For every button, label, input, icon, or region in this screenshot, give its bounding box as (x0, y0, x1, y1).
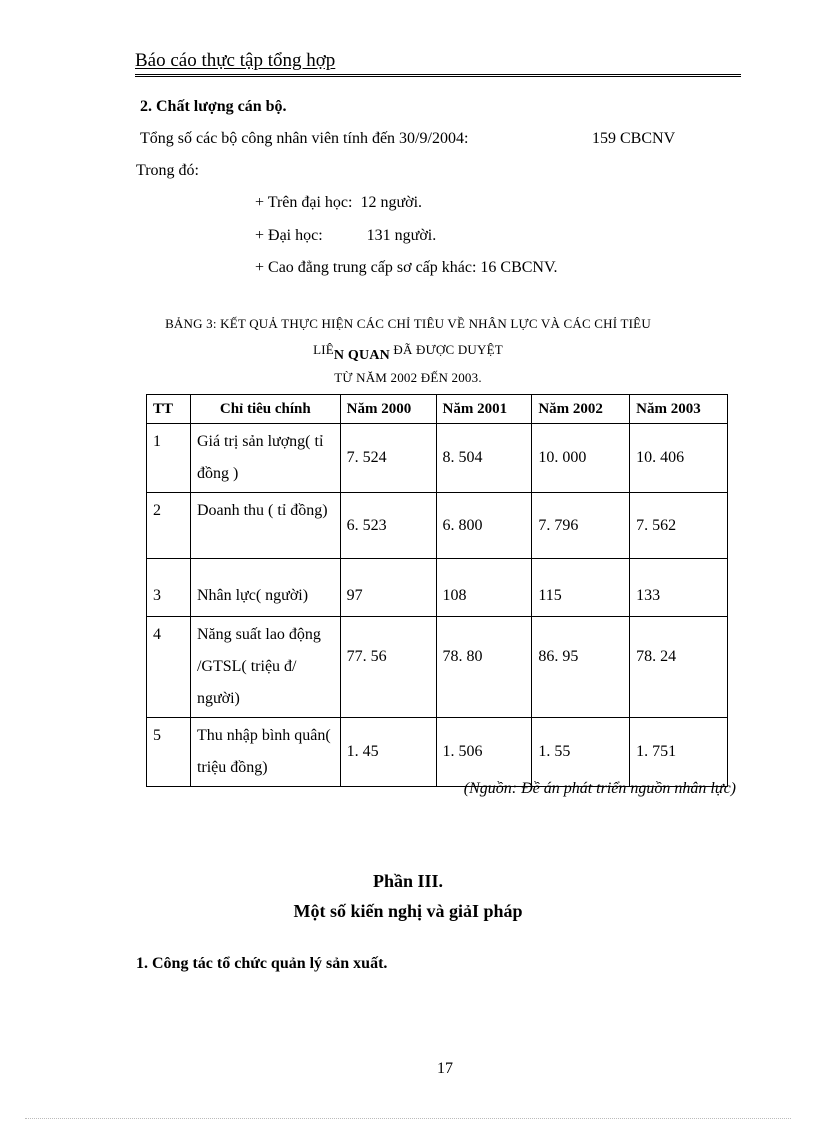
value-cell: 77. 56 (340, 617, 436, 718)
value-cell: 86. 95 (532, 617, 630, 718)
table-caption-line2 (0, 342, 816, 363)
table-source-note: (Nguồn: Đề án phát triển nguồn nhân lực) (463, 780, 736, 797)
table-row (147, 718, 728, 787)
header-cell-year-2001: Năm 2001 (436, 395, 532, 424)
page-number: 17 (437, 1060, 453, 1077)
value-cell: 133 (630, 559, 728, 617)
staff-item-university: + Đại học: 131 người. (255, 227, 437, 244)
value-cell: 1. 45 (340, 718, 436, 787)
indicator-name: Thu nhập bình quân( triệu đồng) (190, 718, 340, 787)
indicator-name: Giá trị sản lượng( tỉ đồng ) (190, 424, 340, 493)
header-cell-year-2003: Năm 2003 (630, 395, 728, 424)
table-header-row (147, 395, 728, 424)
staff-item-postgraduate: + Trên đại học: 12 người. (255, 194, 423, 211)
caption-fragment-1: LIÊ (313, 342, 334, 357)
value-cell: 78. 24 (630, 617, 728, 718)
row-number: 3 (147, 559, 191, 617)
value-cell: 78. 80 (436, 617, 532, 718)
staff-total-value: 159 CBCNV (592, 130, 676, 147)
value-cell: 10. 000 (532, 424, 630, 493)
value-cell: 115 (532, 559, 630, 617)
value-cell: 7. 562 (630, 493, 728, 559)
table-caption-line3: TỪ NĂM 2002 ĐẾN 2003. (334, 370, 482, 385)
row-number: 5 (147, 718, 191, 787)
value-cell: 7. 524 (340, 424, 436, 493)
among-label: Trong đó: (136, 162, 199, 179)
header-title: Báo cáo thực tập tổng hợp (135, 50, 336, 71)
indicator-name: Doanh thu ( tỉ đồng) (190, 493, 340, 559)
row-number: 1 (147, 424, 191, 493)
caption-fragment-3: ĐÃ ĐƯỢC DUYỆT (389, 342, 503, 357)
indicator-name: Nhân lực( người) (190, 559, 340, 617)
value-cell: 10. 406 (630, 424, 728, 493)
value-cell: 1. 751 (630, 718, 728, 787)
table-row (147, 617, 728, 718)
indicators-table (146, 394, 728, 787)
row-number: 2 (147, 493, 191, 559)
part-title: Phần III. (372, 871, 444, 891)
table-row (147, 559, 728, 617)
table-row (147, 424, 728, 493)
value-cell: 108 (436, 559, 532, 617)
value-cell: 1. 506 (436, 718, 532, 787)
part-subtitle: Một số kiến nghị và giảI pháp (293, 901, 523, 921)
row-number: 4 (147, 617, 191, 718)
page-header (135, 50, 741, 77)
staff-item-college: + Cao đẳng trung cấp sơ cấp khác: 16 CBCNV. (255, 259, 558, 276)
header-cell-year-2002: Năm 2002 (532, 395, 630, 424)
section-heading-production-management: 1. Công tác tổ chức quản lý sản xuất. (136, 955, 388, 972)
caption-fragment-2: N QUAN (333, 348, 390, 363)
value-cell: 1. 55 (532, 718, 630, 787)
value-cell: 6. 523 (340, 493, 436, 559)
section-heading-staff-quality: 2. Chất lượng cán bộ. (140, 98, 287, 115)
header-cell-year-2000: Năm 2000 (340, 395, 436, 424)
value-cell: 6. 800 (436, 493, 532, 559)
value-cell: 97 (340, 559, 436, 617)
table-row (147, 493, 728, 559)
staff-total-label: Tổng số các bộ công nhân viên tính đến 30/9/2004: (140, 130, 469, 147)
page-bottom-rule (25, 1118, 791, 1119)
header-cell-tt: TT (147, 395, 191, 424)
value-cell: 8. 504 (436, 424, 532, 493)
header-cell-indicator: Chỉ tiêu chính (190, 395, 340, 424)
indicator-name: Năng suất lao động /GTSL( triệu đ/ người) (190, 617, 340, 718)
table-caption-line1: BẢNG 3: KẾT QUẢ THỰC HIỆN CÁC CHỈ TIÊU VỀ NHÂN LỰC VÀ CÁC CHỈ TIÊU (165, 316, 651, 331)
value-cell: 7. 796 (532, 493, 630, 559)
